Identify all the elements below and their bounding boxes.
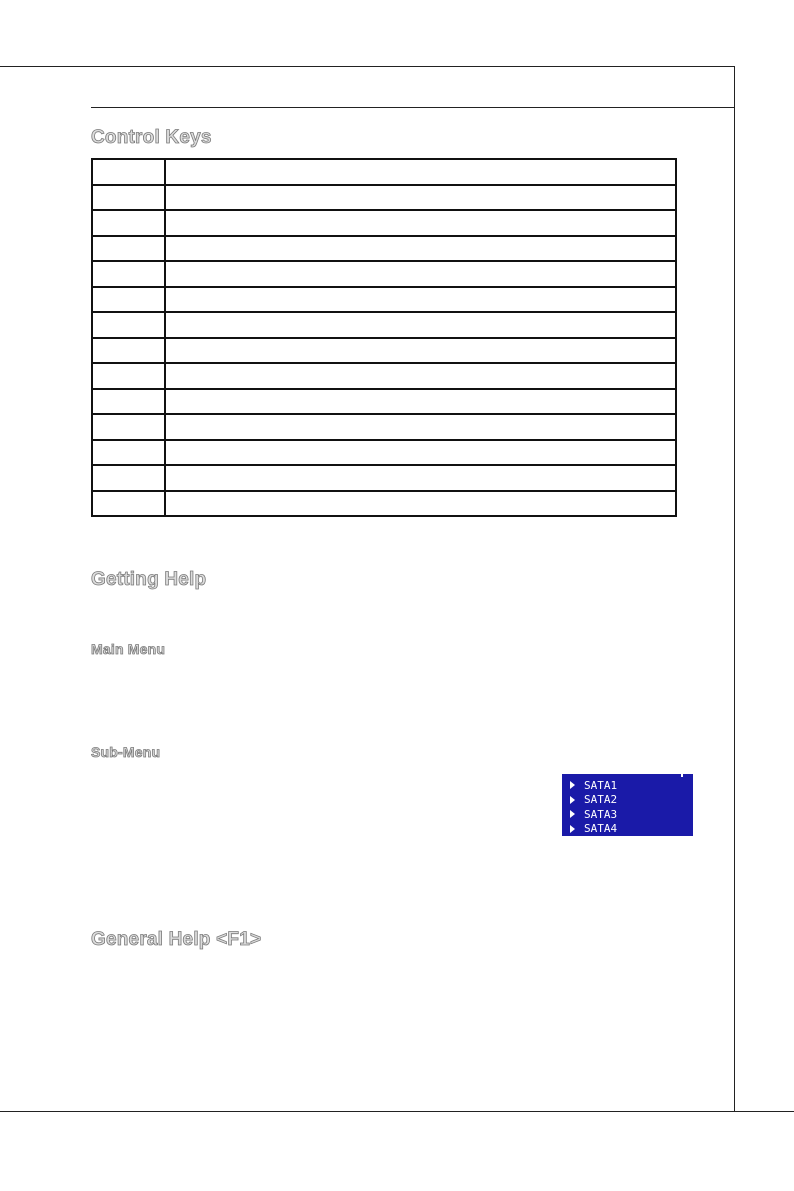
submenu-item-label: SATA4 — [584, 822, 618, 836]
key-cell — [92, 185, 165, 211]
key-cell — [92, 440, 165, 466]
table-row — [92, 287, 676, 313]
key-cell — [92, 210, 165, 236]
triangle-right-icon — [570, 825, 575, 833]
header-rule — [91, 107, 735, 108]
key-cell — [92, 465, 165, 491]
table-row — [92, 312, 676, 338]
description-cell — [165, 210, 676, 236]
key-cell — [92, 236, 165, 262]
list-item — [570, 822, 693, 837]
top-border-line — [0, 66, 735, 67]
right-border-line — [734, 66, 735, 1111]
bottom-border-line — [0, 1111, 794, 1112]
list-item — [570, 778, 693, 793]
list-item — [570, 793, 693, 808]
description-cell — [165, 312, 676, 338]
table-row — [92, 236, 676, 262]
triangle-right-icon — [570, 781, 575, 789]
submenu-screenshot — [562, 774, 693, 836]
description-cell — [165, 261, 676, 287]
table-row — [92, 414, 676, 440]
list-item — [570, 807, 693, 822]
key-cell — [92, 414, 165, 440]
key-cell — [92, 312, 165, 338]
section-heading-general-help: General Help <F1> — [91, 929, 262, 950]
table-row — [92, 440, 676, 466]
description-cell — [165, 491, 676, 517]
key-cell — [92, 159, 165, 185]
table-row — [92, 491, 676, 517]
submenu-item-label: SATA3 — [584, 807, 618, 821]
description-cell — [165, 236, 676, 262]
description-cell — [165, 440, 676, 466]
submenu-item-label: SATA1 — [584, 778, 618, 792]
description-cell — [165, 363, 676, 389]
table-row — [92, 210, 676, 236]
section-heading-control-keys: Control Keys — [91, 127, 212, 148]
key-cell — [92, 338, 165, 364]
table-row — [92, 185, 676, 211]
table-row — [92, 338, 676, 364]
description-cell — [165, 287, 676, 313]
description-cell — [165, 465, 676, 491]
key-cell — [92, 389, 165, 415]
subheading-main-menu: Main Menu — [91, 641, 166, 657]
description-cell — [165, 338, 676, 364]
description-cell — [165, 185, 676, 211]
triangle-right-icon — [570, 810, 575, 818]
description-cell — [165, 414, 676, 440]
control-keys-table — [91, 158, 677, 517]
key-cell — [92, 363, 165, 389]
table-row — [92, 389, 676, 415]
key-cell — [92, 491, 165, 517]
description-cell — [165, 389, 676, 415]
subheading-sub-menu: Sub-Menu — [91, 744, 161, 760]
table-row — [92, 465, 676, 491]
triangle-right-icon — [570, 796, 575, 804]
table-row — [92, 261, 676, 287]
cursor-tick — [681, 773, 683, 777]
section-heading-getting-help: Getting Help — [91, 569, 207, 590]
submenu-item-label: SATA2 — [584, 793, 618, 807]
key-cell — [92, 287, 165, 313]
table-row — [92, 159, 676, 185]
table-row — [92, 363, 676, 389]
key-cell — [92, 261, 165, 287]
description-cell — [165, 159, 676, 185]
